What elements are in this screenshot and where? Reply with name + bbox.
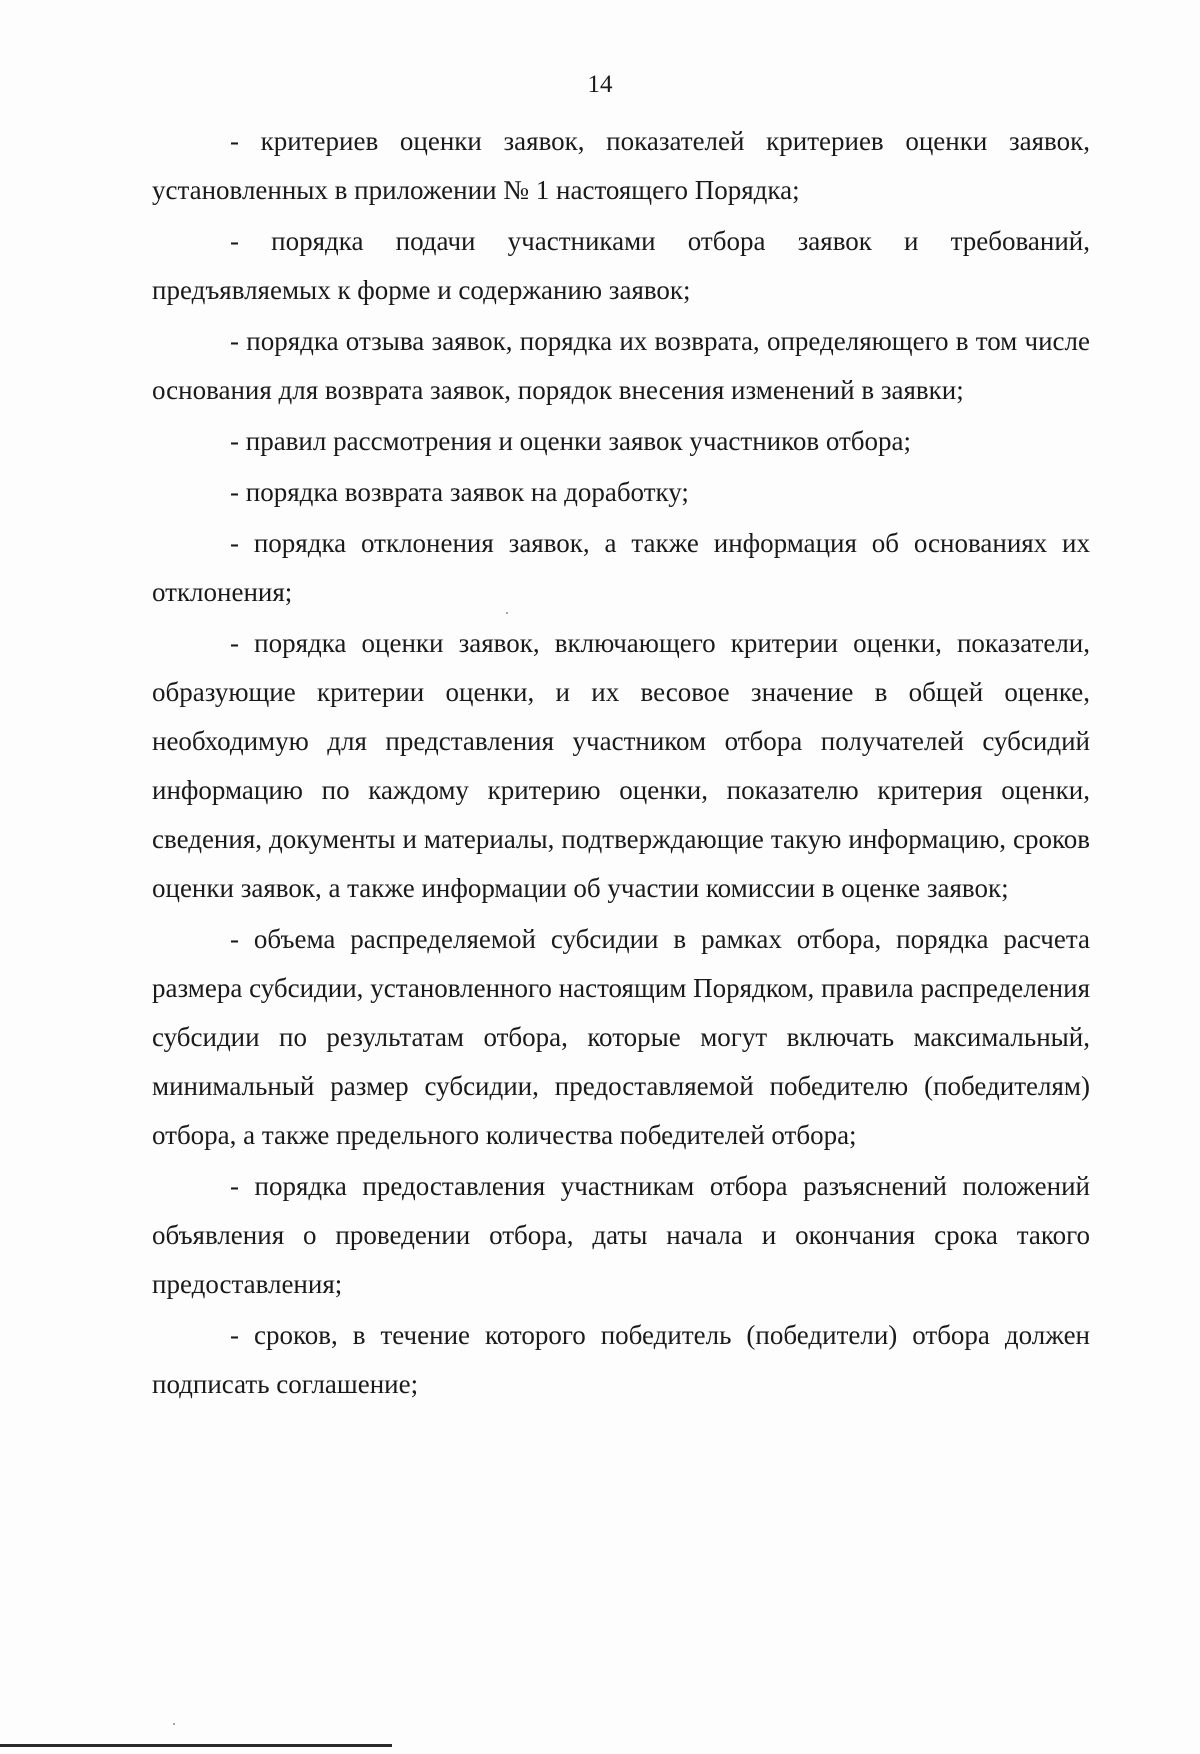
paragraph-subsidy-volume: - объема распределяемой субсидии в рамках отбора, порядка расчета размера субсидии, установленного настоящим Порядком, правила распределения субсидии по результатам отбора, которые могут включать максимальный, минимальный размер субсидии, предоставляемой победителю (победителям) отбора, а также предельного количества победителей отбора;	[152, 924, 1090, 1150]
scan-speck	[506, 612, 508, 614]
paragraph-review-rules: - правил рассмотрения и оценки заявок участников отбора;	[230, 426, 912, 456]
paragraph-agreement-deadline: - сроков, в течение которого победитель (победители) отбора должен подписать соглашение;	[152, 1320, 1090, 1399]
paragraph-withdrawal-procedure: - порядка отзыва заявок, порядка их возврата, определяющего в том числе основания для возврата заявок, порядок внесения изменений в заявки;	[152, 326, 1090, 405]
paragraph-return-for-revision: - порядка возврата заявок на доработку;	[230, 477, 689, 507]
paragraph-clarifications: - порядка предоставления участникам отбора разъяснений положений объявления о проведении отбора, даты начала и окончания срока такого предоставления;	[152, 1171, 1090, 1299]
paragraph-rejection-procedure: - порядка отклонения заявок, а также информация об основаниях их отклонения;	[152, 528, 1090, 607]
document-body	[152, 117, 1090, 1409]
paragraph-submission-procedure: - порядка подачи участниками отбора заявок и требований, предъявляемых к форме и содержанию заявок;	[152, 226, 1090, 305]
scan-edge-line	[0, 1744, 392, 1747]
scan-speck	[173, 1723, 175, 1725]
paragraph-evaluation-criteria: - критериев оценки заявок, показателей критериев оценки заявок, установленных в приложении № 1 настоящего Порядка;	[152, 126, 1090, 205]
page-number: 14	[587, 71, 613, 98]
paragraph-evaluation-procedure: - порядка оценки заявок, включающего критерии оценки, показатели, образующие критерии оценки, и их весовое значение в общей оценке, необходимую для представления участником отбора получателей субсидий информацию по каждому критерию оценки, показателю критерия оценки, сведения, документы и материалы, подтверждающие такую информацию, сроков оценки заявок, а также информации об участии комиссии в оценке заявок;	[152, 628, 1090, 903]
